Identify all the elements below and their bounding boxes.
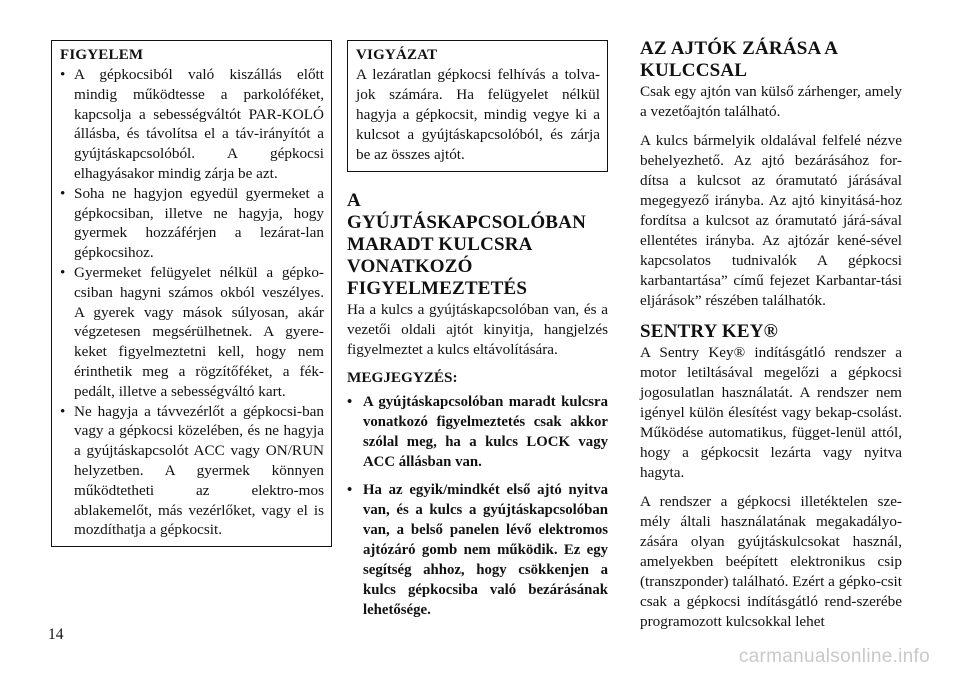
warning-item: • Gyermeket felügyelet nélkül a gépko-csiban hagyni számos okból veszélyes. A gyerek vagy mások súlyosan, akár végzetesen megsérülhetnek. A gyere-keket figyelmeztetni kell, hogy nem érinthetik meg a rögzítőféket, a fék-pedált, illetve a sebességváltó kart. bbox=[60, 263, 324, 402]
note-list bbox=[347, 392, 608, 620]
heading-line: GYÚJTÁSKAPCSOLÓBAN bbox=[347, 212, 587, 233]
warning-item: • A gépkocsiból való kiszállás előtt mindig működtesse a parkolóféket, kapcsolja a sebességváltót PAR-KOLÓ állásba, és távolítsa el a táv-irányítót a gyújtáskapcsolóból. A gépkocsi elhagyásakor mindig zárja be azt. bbox=[60, 65, 324, 184]
middle-column bbox=[347, 40, 608, 628]
heading-line: VONATKOZÓ bbox=[347, 256, 473, 277]
watermark: carmanualsonline.info bbox=[738, 646, 930, 667]
right-column bbox=[640, 40, 902, 632]
sentry-key-paragraph: A rendszer a gépkocsi illetéktelen sze-mély általi használatának megakadályo-zására olyan gyújtáskulcsokat használ, amelyekben beépített elektronikus csip (transzponder) található. Ezért a gépko-csit csak a gépkocsi indításgátló rend-szerébe programozott kulcsokkal lehet bbox=[640, 493, 902, 630]
note-item: • A gyújtáskapcsolóban maradt kulcsra vonatkozó figyelmeztetés csak akkor szólal meg, ha a kulcs LOCK vagy ACC állásban van. bbox=[347, 392, 608, 472]
warning-box bbox=[51, 40, 332, 547]
warning-list bbox=[60, 65, 324, 540]
sentry-key-heading: SENTRY KEY® bbox=[640, 321, 779, 342]
note-item: • Ha az egyik/mindkét első ajtó nyitva van, és a kulcs a gyújtáskapcsolóban van, a belső panelen lévő elektromos ajtózáró gomb nem működik. Ez egy segítség ahhoz, hogy csökkenjen a kulcs gépkocsiba való bezárásának lehetősége. bbox=[347, 480, 608, 620]
warning-item: • Soha ne hagyjon egyedül gyermeket a gépkocsiban, illetve ne hagyja, hogy gyermek hozzáférjen a lezárat-lan gépkocsihoz. bbox=[60, 184, 324, 263]
heading-line: FIGYELMEZTETÉS bbox=[347, 278, 528, 299]
key-warning-heading bbox=[347, 190, 608, 300]
page-number: 14 bbox=[48, 626, 64, 643]
warning-item: • Ne hagyja a távvezérlőt a gépkocsi-ban vagy a gépkocsi közelében, és ne hagyja a gyújtáskapcsolót ACC vagy ON/RUN helyzetben. A gyermek könnyen működtetheti az elektro-mos ablakemelőt, más vezérlőket, vagy el is mozdíthatja a gépkocsit. bbox=[60, 402, 324, 541]
door-locks-paragraph: A kulcs bármelyik oldalával felfelé nézve behelyezhető. Az ajtó bezárásához for-dítsa a kulcsot az óramutató járásával megegyező irányba. Az ajtó kinyitásá-hoz fordítsa a kulcsot az óramutató járá-sával ellentétes irányba. Az ajtózár kené-sével kapcsolatos tudnivalók A gépkocsi karbantartása” című fejezet Karbantar-tási eljárások” részében találhatók. bbox=[640, 132, 902, 309]
note-title: MEGJEGYZÉS: bbox=[347, 369, 458, 386]
heading-line: A bbox=[347, 190, 361, 211]
heading-line: MARADT KULCSRA bbox=[347, 234, 533, 255]
key-warning-paragraph: Ha a kulcs a gyújtáskapcsolóban van, és a vezetői oldali ajtót kinyitja, hangjelzés figyelmeztet a kulcs eltávolítására. bbox=[347, 301, 608, 358]
door-locks-heading bbox=[640, 38, 902, 82]
caution-text: A lezáratlan gépkocsi felhívás a tolva-jok számára. Ha felügyelet nélkül hagyja a gépkocsit, mindig vegye ki a kulcsot a gyújtáskapcsolóból, és zárja be az összes ajtót. bbox=[356, 66, 600, 163]
heading-line: AZ AJTÓK ZÁRÁSA A bbox=[640, 38, 839, 59]
caution-title: VIGYÁZAT bbox=[356, 47, 438, 63]
caution-box bbox=[347, 40, 608, 172]
warning-title: FIGYELEM bbox=[60, 47, 144, 63]
heading-line: KULCCSAL bbox=[640, 60, 748, 81]
door-locks-paragraph: Csak egy ajtón van külső zárhenger, amely a vezetőajtón található. bbox=[640, 83, 902, 120]
sentry-key-paragraph: A Sentry Key® indításgátló rendszer a motor letiltásával megelőzi a gépkocsi jogosulatlan használatát. A rendszer nem igényel külön élesítést vagy bekap-csolást. Működése automatikus, függet-lenül attól, hogy a gépkocsit lezárta vagy nyitva hagyta. bbox=[640, 344, 902, 481]
